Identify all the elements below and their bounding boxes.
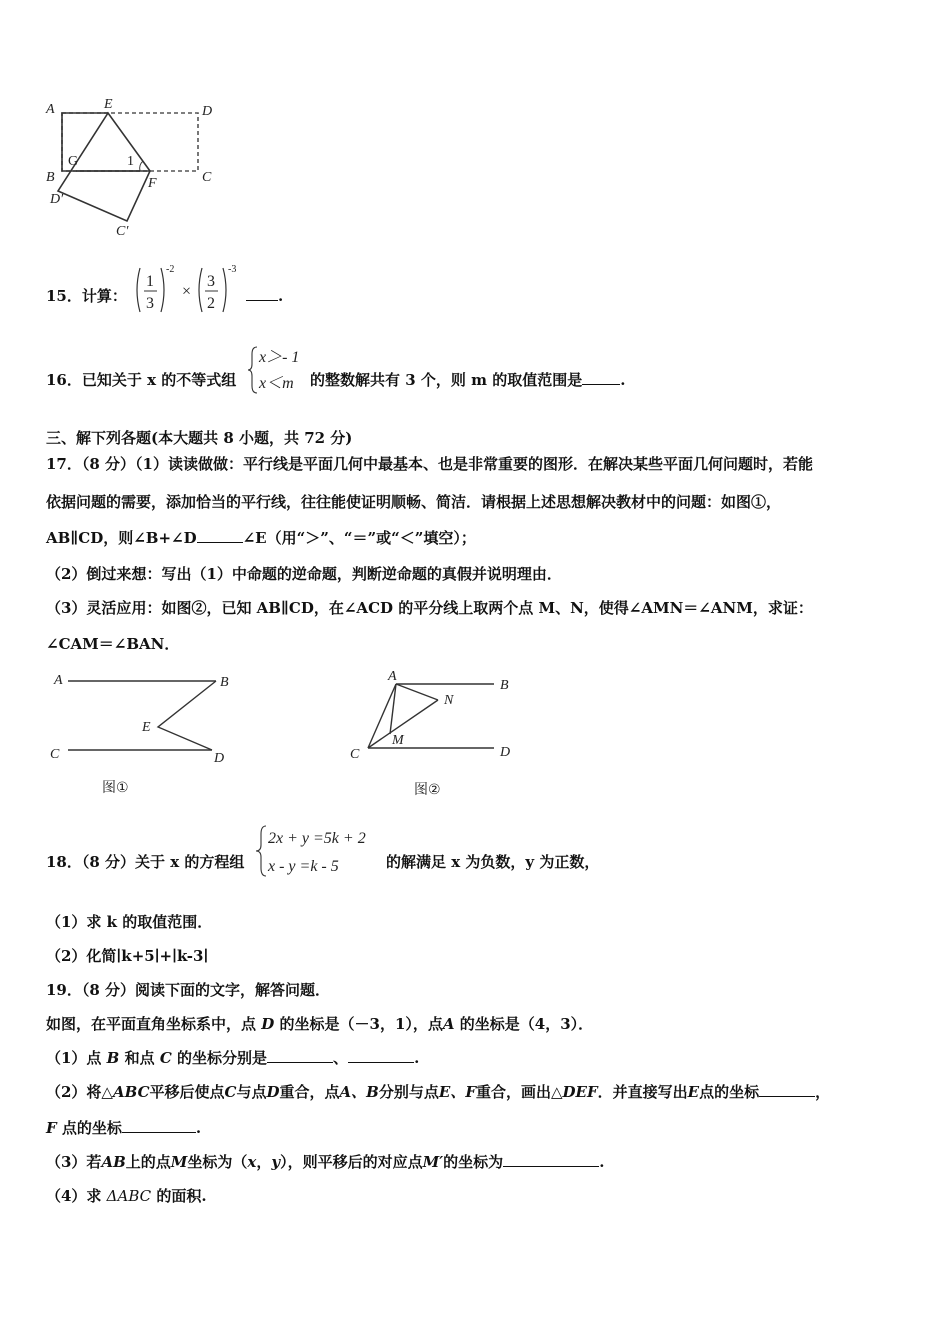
q16-prefix: 16．已知关于 x 的不等式组 <box>46 371 237 389</box>
svg-text:1: 1 <box>146 273 154 290</box>
q16-inequality-system <box>248 344 314 396</box>
fig2-label-M: M <box>392 733 404 748</box>
fig1-label-B: B <box>220 675 229 690</box>
q19-part3: （3）若AB上的点M坐标为（x，y），则平移后的对应点M′的坐标为 . <box>46 1153 605 1171</box>
q19-part2-cont: F 点的坐标 . <box>46 1119 202 1137</box>
figure-2 <box>340 664 530 804</box>
q18-part1: （1）求 k 的取值范围． <box>46 913 213 931</box>
svg-text:x - y =k - 5: x - y =k - 5 <box>268 858 339 875</box>
svg-text:x＞- 1: x＞- 1 <box>259 349 300 366</box>
label-D: D <box>202 104 213 119</box>
svg-text:-3: -3 <box>228 264 237 275</box>
q17-part3: （3）灵活应用：如图②，已知 AB∥CD，在∠ACD 的平分线上取两个点 M、N，使得∠AMN＝∠ANM，求证： <box>46 599 813 617</box>
q19-blank-M[interactable] <box>503 1152 599 1167</box>
fig2-caption: 图② <box>414 782 441 798</box>
folded-rectangle-figure <box>40 95 230 245</box>
fig1-label-E: E <box>142 720 151 735</box>
label-B: B <box>46 170 55 185</box>
q17-part2: （2）倒过来想：写出（1）中命题的逆命题，判断逆命题的真假并说明理由． <box>46 565 562 583</box>
fig1-label-C: C <box>50 747 60 762</box>
q19-blank-F[interactable] <box>122 1118 196 1133</box>
label-A: A <box>46 102 55 117</box>
q19-blank-E[interactable] <box>759 1082 815 1097</box>
q19-blank-B[interactable] <box>267 1048 333 1063</box>
q19-blank-C[interactable] <box>348 1048 414 1063</box>
label-D-prime: D′ <box>50 192 64 207</box>
figure-1 <box>40 664 260 804</box>
q17-line2: 依据问题的需要，添加恰当的平行线，往往能使证明顺畅、简洁．请根据上述思想解决教材中的问题：如图①， <box>46 493 782 511</box>
fig1-label-A: A <box>54 673 63 688</box>
q15-prefix: 15．计算： <box>46 287 127 305</box>
fig2-label-C: C <box>350 747 360 762</box>
fig1-caption: 图① <box>102 780 129 796</box>
fig2-label-N: N <box>444 693 454 708</box>
fig1-label-D: D <box>214 751 225 766</box>
q16-rest: 的整数解共有 3 个，则 m 的取值范围是 . <box>310 371 626 389</box>
q17-conclusion: ∠CAM＝∠BAN． <box>46 635 180 653</box>
label-C-prime: C′ <box>116 224 129 239</box>
svg-text:3: 3 <box>207 273 215 290</box>
q17-line1: 17．（8 分）（1）读读做做：平行线是平面几何中最基本、也是非常重要的图形．在解决某些平面几何问题时，若能 <box>46 455 813 473</box>
q16-blank[interactable] <box>582 370 620 385</box>
q17-blank[interactable] <box>197 528 243 543</box>
section3-heading: 三、解下列各题(本大题共 8 小题，共 72 分) <box>46 429 353 447</box>
svg-text:-2: -2 <box>166 264 175 275</box>
label-angle-1: 1 <box>127 154 134 169</box>
label-G: G <box>68 154 79 169</box>
label-E: E <box>104 97 113 112</box>
label-F: F <box>148 176 157 191</box>
q18-suffix: 的解满足 x 为负数，y 为正数， <box>386 853 600 871</box>
q19-part2: （2）将△ABC平移后使点C与点D重合，点A、B分别与点E、F重合，画出△DEF．并直接写出E点的坐标 ， <box>46 1083 831 1101</box>
fig2-label-D: D <box>500 745 511 760</box>
q19-part4: （4）求 ΔABC 的面积. <box>46 1187 207 1205</box>
q18-equation-system <box>256 823 386 879</box>
svg-text:2x + y =5k + 2: 2x + y =5k + 2 <box>268 830 366 847</box>
fig2-label-A: A <box>388 669 397 684</box>
svg-text:×: × <box>182 283 192 300</box>
fig2-label-B: B <box>500 678 509 693</box>
svg-text:2: 2 <box>207 295 215 312</box>
q18-part2: （2）化简∣k+5∣+∣k-3∣ <box>46 947 209 965</box>
q15-blank[interactable] <box>246 286 278 301</box>
svg-text:x＜m: x＜m <box>259 375 294 392</box>
q15-expression <box>132 262 247 318</box>
q19-part1: （1）点 B 和点 C 的坐标分别是 、 . <box>46 1049 420 1067</box>
q15-answer: . <box>246 286 283 306</box>
q17-line3: AB∥CD，则∠B+∠D ∠E（用“＞”、“＝”或“＜”填空）； <box>46 529 476 547</box>
svg-text:3: 3 <box>146 295 154 312</box>
q19-heading: 19．（8 分）阅读下面的文字，解答问题． <box>46 981 331 999</box>
label-C: C <box>202 170 212 185</box>
q18-prefix: 18．（8 分）关于 x 的方程组 <box>46 853 245 871</box>
q19-intro: 如图，在平面直角坐标系中，点 D 的坐标是（－3，1），点A 的坐标是（4，3）． <box>46 1015 594 1033</box>
